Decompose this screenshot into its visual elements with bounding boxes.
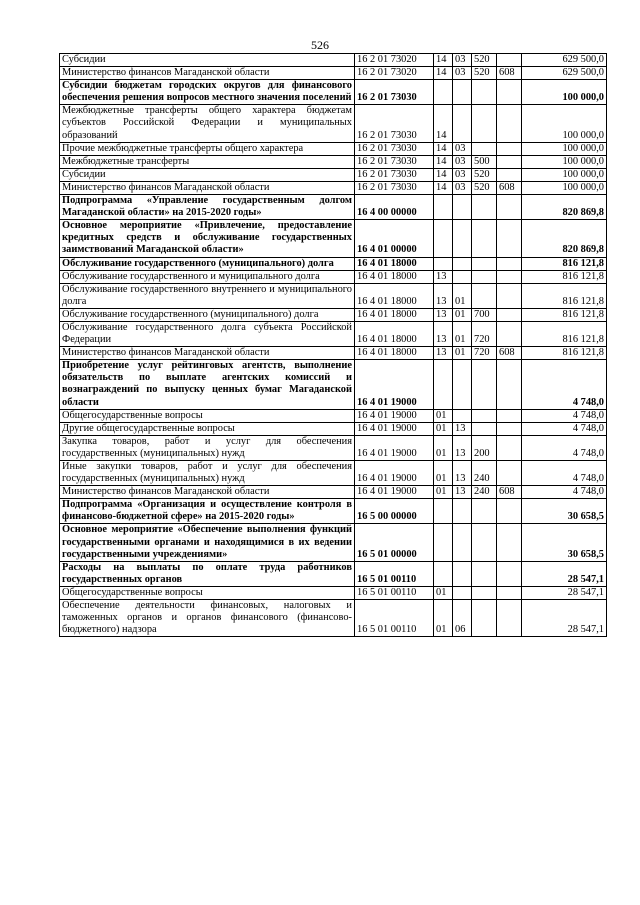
target-code: 16 5 01 00110 — [355, 586, 434, 599]
amount: 30 658,5 — [522, 524, 607, 561]
row-name: Межбюджетные трансферты общего характера бюджетам субъектов Российской Федерации и муниципальных образований — [60, 105, 355, 142]
row-name: Министерство финансов Магаданской области — [60, 486, 355, 499]
subsection-code — [453, 499, 472, 524]
administrator-code — [497, 257, 522, 270]
target-code: 16 4 01 00000 — [355, 220, 434, 257]
administrator-code: 608 — [497, 347, 522, 360]
amount: 820 869,8 — [522, 220, 607, 257]
amount: 100 000,0 — [522, 80, 607, 105]
table-row — [60, 360, 607, 409]
subsection-code: 01 — [453, 308, 472, 321]
table-row — [60, 67, 607, 80]
target-code: 16 4 01 19000 — [355, 409, 434, 422]
amount: 4 748,0 — [522, 422, 607, 435]
section-code: 01 — [434, 600, 453, 637]
subsection-code: 13 — [453, 461, 472, 486]
amount: 816 121,8 — [522, 308, 607, 321]
administrator-code — [497, 321, 522, 346]
section-code — [434, 220, 453, 257]
table-row — [60, 155, 607, 168]
table-row — [60, 600, 607, 637]
subsection-code — [453, 360, 472, 409]
section-code: 13 — [434, 270, 453, 283]
administrator-code — [497, 586, 522, 599]
target-code: 16 2 01 73030 — [355, 80, 434, 105]
administrator-code — [497, 499, 522, 524]
subsection-code: 03 — [453, 54, 472, 67]
table-row — [60, 105, 607, 142]
target-code: 16 5 01 00000 — [355, 524, 434, 561]
amount: 100 000,0 — [522, 155, 607, 168]
subsection-code: 13 — [453, 486, 472, 499]
administrator-code — [497, 308, 522, 321]
expense-type-code: 240 — [472, 486, 497, 499]
expense-type-code: 520 — [472, 181, 497, 194]
expense-type-code — [472, 142, 497, 155]
target-code: 16 4 01 19000 — [355, 422, 434, 435]
expense-type-code: 720 — [472, 347, 497, 360]
section-code: 14 — [434, 105, 453, 142]
expense-type-code — [472, 270, 497, 283]
expense-type-code — [472, 499, 497, 524]
row-name: Межбюджетные трансферты — [60, 155, 355, 168]
section-code: 14 — [434, 168, 453, 181]
table-row — [60, 168, 607, 181]
administrator-code — [497, 561, 522, 586]
expense-type-code: 520 — [472, 67, 497, 80]
subsection-code — [453, 195, 472, 220]
administrator-code: 608 — [497, 67, 522, 80]
budget-table-body — [60, 54, 607, 637]
target-code: 16 4 01 18000 — [355, 283, 434, 308]
row-name: Прочие межбюджетные трансферты общего характера — [60, 142, 355, 155]
row-name: Обслуживание государственного долга субъекта Российской Федерации — [60, 321, 355, 346]
subsection-code: 03 — [453, 155, 472, 168]
table-row — [60, 499, 607, 524]
section-code — [434, 80, 453, 105]
expense-type-code — [472, 283, 497, 308]
expense-type-code — [472, 422, 497, 435]
table-row — [60, 142, 607, 155]
administrator-code — [497, 54, 522, 67]
expense-type-code: 240 — [472, 461, 497, 486]
section-code — [434, 195, 453, 220]
row-name: Основное мероприятие «Обеспечение выполнения функций государственными органами и находящимися в их ведении государственными учреждениями» — [60, 524, 355, 561]
table-row — [60, 586, 607, 599]
table-row — [60, 486, 607, 499]
target-code: 16 4 01 19000 — [355, 461, 434, 486]
target-code: 16 4 01 18000 — [355, 308, 434, 321]
table-row — [60, 283, 607, 308]
row-name: Министерство финансов Магаданской области — [60, 181, 355, 194]
subsection-code: 03 — [453, 67, 472, 80]
target-code: 16 4 01 19000 — [355, 486, 434, 499]
table-row — [60, 524, 607, 561]
section-code: 13 — [434, 283, 453, 308]
amount: 30 658,5 — [522, 499, 607, 524]
expense-type-code: 200 — [472, 435, 497, 460]
row-name: Другие общегосударственные вопросы — [60, 422, 355, 435]
row-name: Закупка товаров, работ и услуг для обеспечения государственных (муниципальных) нужд — [60, 435, 355, 460]
administrator-code — [497, 270, 522, 283]
administrator-code — [497, 142, 522, 155]
section-code: 14 — [434, 54, 453, 67]
row-name: Обслуживание государственного (муниципального) долга — [60, 308, 355, 321]
expense-type-code — [472, 105, 497, 142]
target-code: 16 2 01 73030 — [355, 181, 434, 194]
subsection-code: 03 — [453, 181, 472, 194]
target-code: 16 2 01 73020 — [355, 67, 434, 80]
administrator-code — [497, 435, 522, 460]
administrator-code — [497, 168, 522, 181]
table-row — [60, 461, 607, 486]
row-name: Обслуживание государственного внутреннего и муниципального долга — [60, 283, 355, 308]
administrator-code — [497, 524, 522, 561]
amount: 816 121,8 — [522, 321, 607, 346]
amount: 4 748,0 — [522, 435, 607, 460]
section-code — [434, 524, 453, 561]
section-code: 01 — [434, 409, 453, 422]
target-code: 16 4 01 19000 — [355, 435, 434, 460]
target-code: 16 4 01 18000 — [355, 257, 434, 270]
amount: 28 547,1 — [522, 586, 607, 599]
subsection-code — [453, 586, 472, 599]
subsection-code: 01 — [453, 283, 472, 308]
table-row — [60, 435, 607, 460]
table-row — [60, 181, 607, 194]
row-name: Подпрограмма «Организация и осуществление контроля в финансово-бюджетной сфере» на 2015-2020 годы» — [60, 499, 355, 524]
page-number: 526 — [311, 38, 329, 52]
administrator-code — [497, 461, 522, 486]
expense-type-code — [472, 80, 497, 105]
subsection-code — [453, 524, 472, 561]
row-name: Приобретение услуг рейтинговых агентств, выполнение обязательств по выплате агентских комиссий и вознаграждений по выпуску ценных бумаг Магаданской области — [60, 360, 355, 409]
section-code — [434, 257, 453, 270]
subsection-code — [453, 257, 472, 270]
section-code: 01 — [434, 586, 453, 599]
row-name: Министерство финансов Магаданской области — [60, 347, 355, 360]
target-code: 16 5 01 00110 — [355, 561, 434, 586]
table-row — [60, 220, 607, 257]
subsection-code — [453, 105, 472, 142]
administrator-code — [497, 80, 522, 105]
subsection-code: 06 — [453, 600, 472, 637]
subsection-code: 13 — [453, 435, 472, 460]
table-row — [60, 561, 607, 586]
subsection-code — [453, 80, 472, 105]
section-code: 01 — [434, 461, 453, 486]
table-row — [60, 347, 607, 360]
administrator-code — [497, 220, 522, 257]
row-name: Общегосударственные вопросы — [60, 586, 355, 599]
expense-type-code: 500 — [472, 155, 497, 168]
target-code: 16 5 00 00000 — [355, 499, 434, 524]
amount: 820 869,8 — [522, 195, 607, 220]
target-code: 16 2 01 73030 — [355, 105, 434, 142]
expense-type-code — [472, 360, 497, 409]
row-name: Субсидии — [60, 54, 355, 67]
section-code: 01 — [434, 435, 453, 460]
administrator-code — [497, 155, 522, 168]
row-name: Обеспечение деятельности финансовых, налоговых и таможенных органов и органов финансового (финансово-бюджетного) надзора — [60, 600, 355, 637]
table-row — [60, 422, 607, 435]
administrator-code — [497, 422, 522, 435]
row-name: Обслуживание государственного и муниципального долга — [60, 270, 355, 283]
subsection-code — [453, 220, 472, 257]
row-name: Подпрограмма «Управление государственным долгом Магаданской области» на 2015-2020 годы» — [60, 195, 355, 220]
section-code: 13 — [434, 347, 453, 360]
section-code: 01 — [434, 422, 453, 435]
subsection-code — [453, 561, 472, 586]
expense-type-code — [472, 524, 497, 561]
section-code: 14 — [434, 181, 453, 194]
amount: 4 748,0 — [522, 360, 607, 409]
section-code — [434, 360, 453, 409]
target-code: 16 2 01 73030 — [355, 168, 434, 181]
target-code: 16 2 01 73030 — [355, 142, 434, 155]
section-code: 13 — [434, 308, 453, 321]
expense-type-code: 720 — [472, 321, 497, 346]
administrator-code — [497, 283, 522, 308]
target-code: 16 4 01 19000 — [355, 360, 434, 409]
administrator-code: 608 — [497, 486, 522, 499]
table-row — [60, 195, 607, 220]
row-name: Субсидии — [60, 168, 355, 181]
subsection-code: 01 — [453, 347, 472, 360]
administrator-code — [497, 600, 522, 637]
row-name: Иные закупки товаров, работ и услуг для обеспечения государственных (муниципальных) нужд — [60, 461, 355, 486]
expense-type-code — [472, 600, 497, 637]
expense-type-code — [472, 257, 497, 270]
section-code: 14 — [434, 155, 453, 168]
target-code: 16 2 01 73030 — [355, 155, 434, 168]
table-row — [60, 409, 607, 422]
amount: 100 000,0 — [522, 181, 607, 194]
amount: 100 000,0 — [522, 168, 607, 181]
row-name: Обслуживание государственного (муниципального) долга — [60, 257, 355, 270]
section-code: 14 — [434, 142, 453, 155]
expense-type-code — [472, 586, 497, 599]
amount: 816 121,8 — [522, 257, 607, 270]
amount: 28 547,1 — [522, 561, 607, 586]
target-code: 16 5 01 00110 — [355, 600, 434, 637]
administrator-code — [497, 360, 522, 409]
expense-type-code: 520 — [472, 168, 497, 181]
amount: 28 547,1 — [522, 600, 607, 637]
administrator-code — [497, 195, 522, 220]
amount: 4 748,0 — [522, 409, 607, 422]
expense-type-code — [472, 561, 497, 586]
subsection-code: 01 — [453, 321, 472, 346]
amount: 100 000,0 — [522, 142, 607, 155]
row-name: Общегосударственные вопросы — [60, 409, 355, 422]
target-code: 16 4 01 18000 — [355, 347, 434, 360]
administrator-code — [497, 409, 522, 422]
amount: 4 748,0 — [522, 486, 607, 499]
table-row — [60, 270, 607, 283]
subsection-code: 03 — [453, 142, 472, 155]
row-name: Министерство финансов Магаданской области — [60, 67, 355, 80]
subsection-code — [453, 409, 472, 422]
target-code: 16 4 00 00000 — [355, 195, 434, 220]
row-name: Субсидии бюджетам городских округов для финансового обеспечения решения вопросов местного значения поселений — [60, 80, 355, 105]
section-code — [434, 499, 453, 524]
expense-type-code — [472, 195, 497, 220]
subsection-code — [453, 270, 472, 283]
amount: 4 748,0 — [522, 461, 607, 486]
table-row — [60, 80, 607, 105]
administrator-code: 608 — [497, 181, 522, 194]
section-code: 14 — [434, 67, 453, 80]
table-row — [60, 308, 607, 321]
amount: 629 500,0 — [522, 54, 607, 67]
target-code: 16 2 01 73020 — [355, 54, 434, 67]
amount: 816 121,8 — [522, 270, 607, 283]
table-row — [60, 54, 607, 67]
subsection-code: 13 — [453, 422, 472, 435]
table-row — [60, 321, 607, 346]
target-code: 16 4 01 18000 — [355, 321, 434, 346]
section-code — [434, 561, 453, 586]
target-code: 16 4 01 18000 — [355, 270, 434, 283]
budget-table — [59, 53, 607, 637]
row-name: Расходы на выплаты по оплате труда работников государственных органов — [60, 561, 355, 586]
expense-type-code — [472, 409, 497, 422]
subsection-code: 03 — [453, 168, 472, 181]
amount: 100 000,0 — [522, 105, 607, 142]
expense-type-code: 520 — [472, 54, 497, 67]
table-row — [60, 257, 607, 270]
section-code: 13 — [434, 321, 453, 346]
expense-type-code: 700 — [472, 308, 497, 321]
row-name: Основное мероприятие «Привлечение, предоставление кредитных средств и обслуживание государственных заимствований Магаданской области» — [60, 220, 355, 257]
amount: 816 121,8 — [522, 283, 607, 308]
administrator-code — [497, 105, 522, 142]
amount: 816 121,8 — [522, 347, 607, 360]
expense-type-code — [472, 220, 497, 257]
section-code: 01 — [434, 486, 453, 499]
amount: 629 500,0 — [522, 67, 607, 80]
